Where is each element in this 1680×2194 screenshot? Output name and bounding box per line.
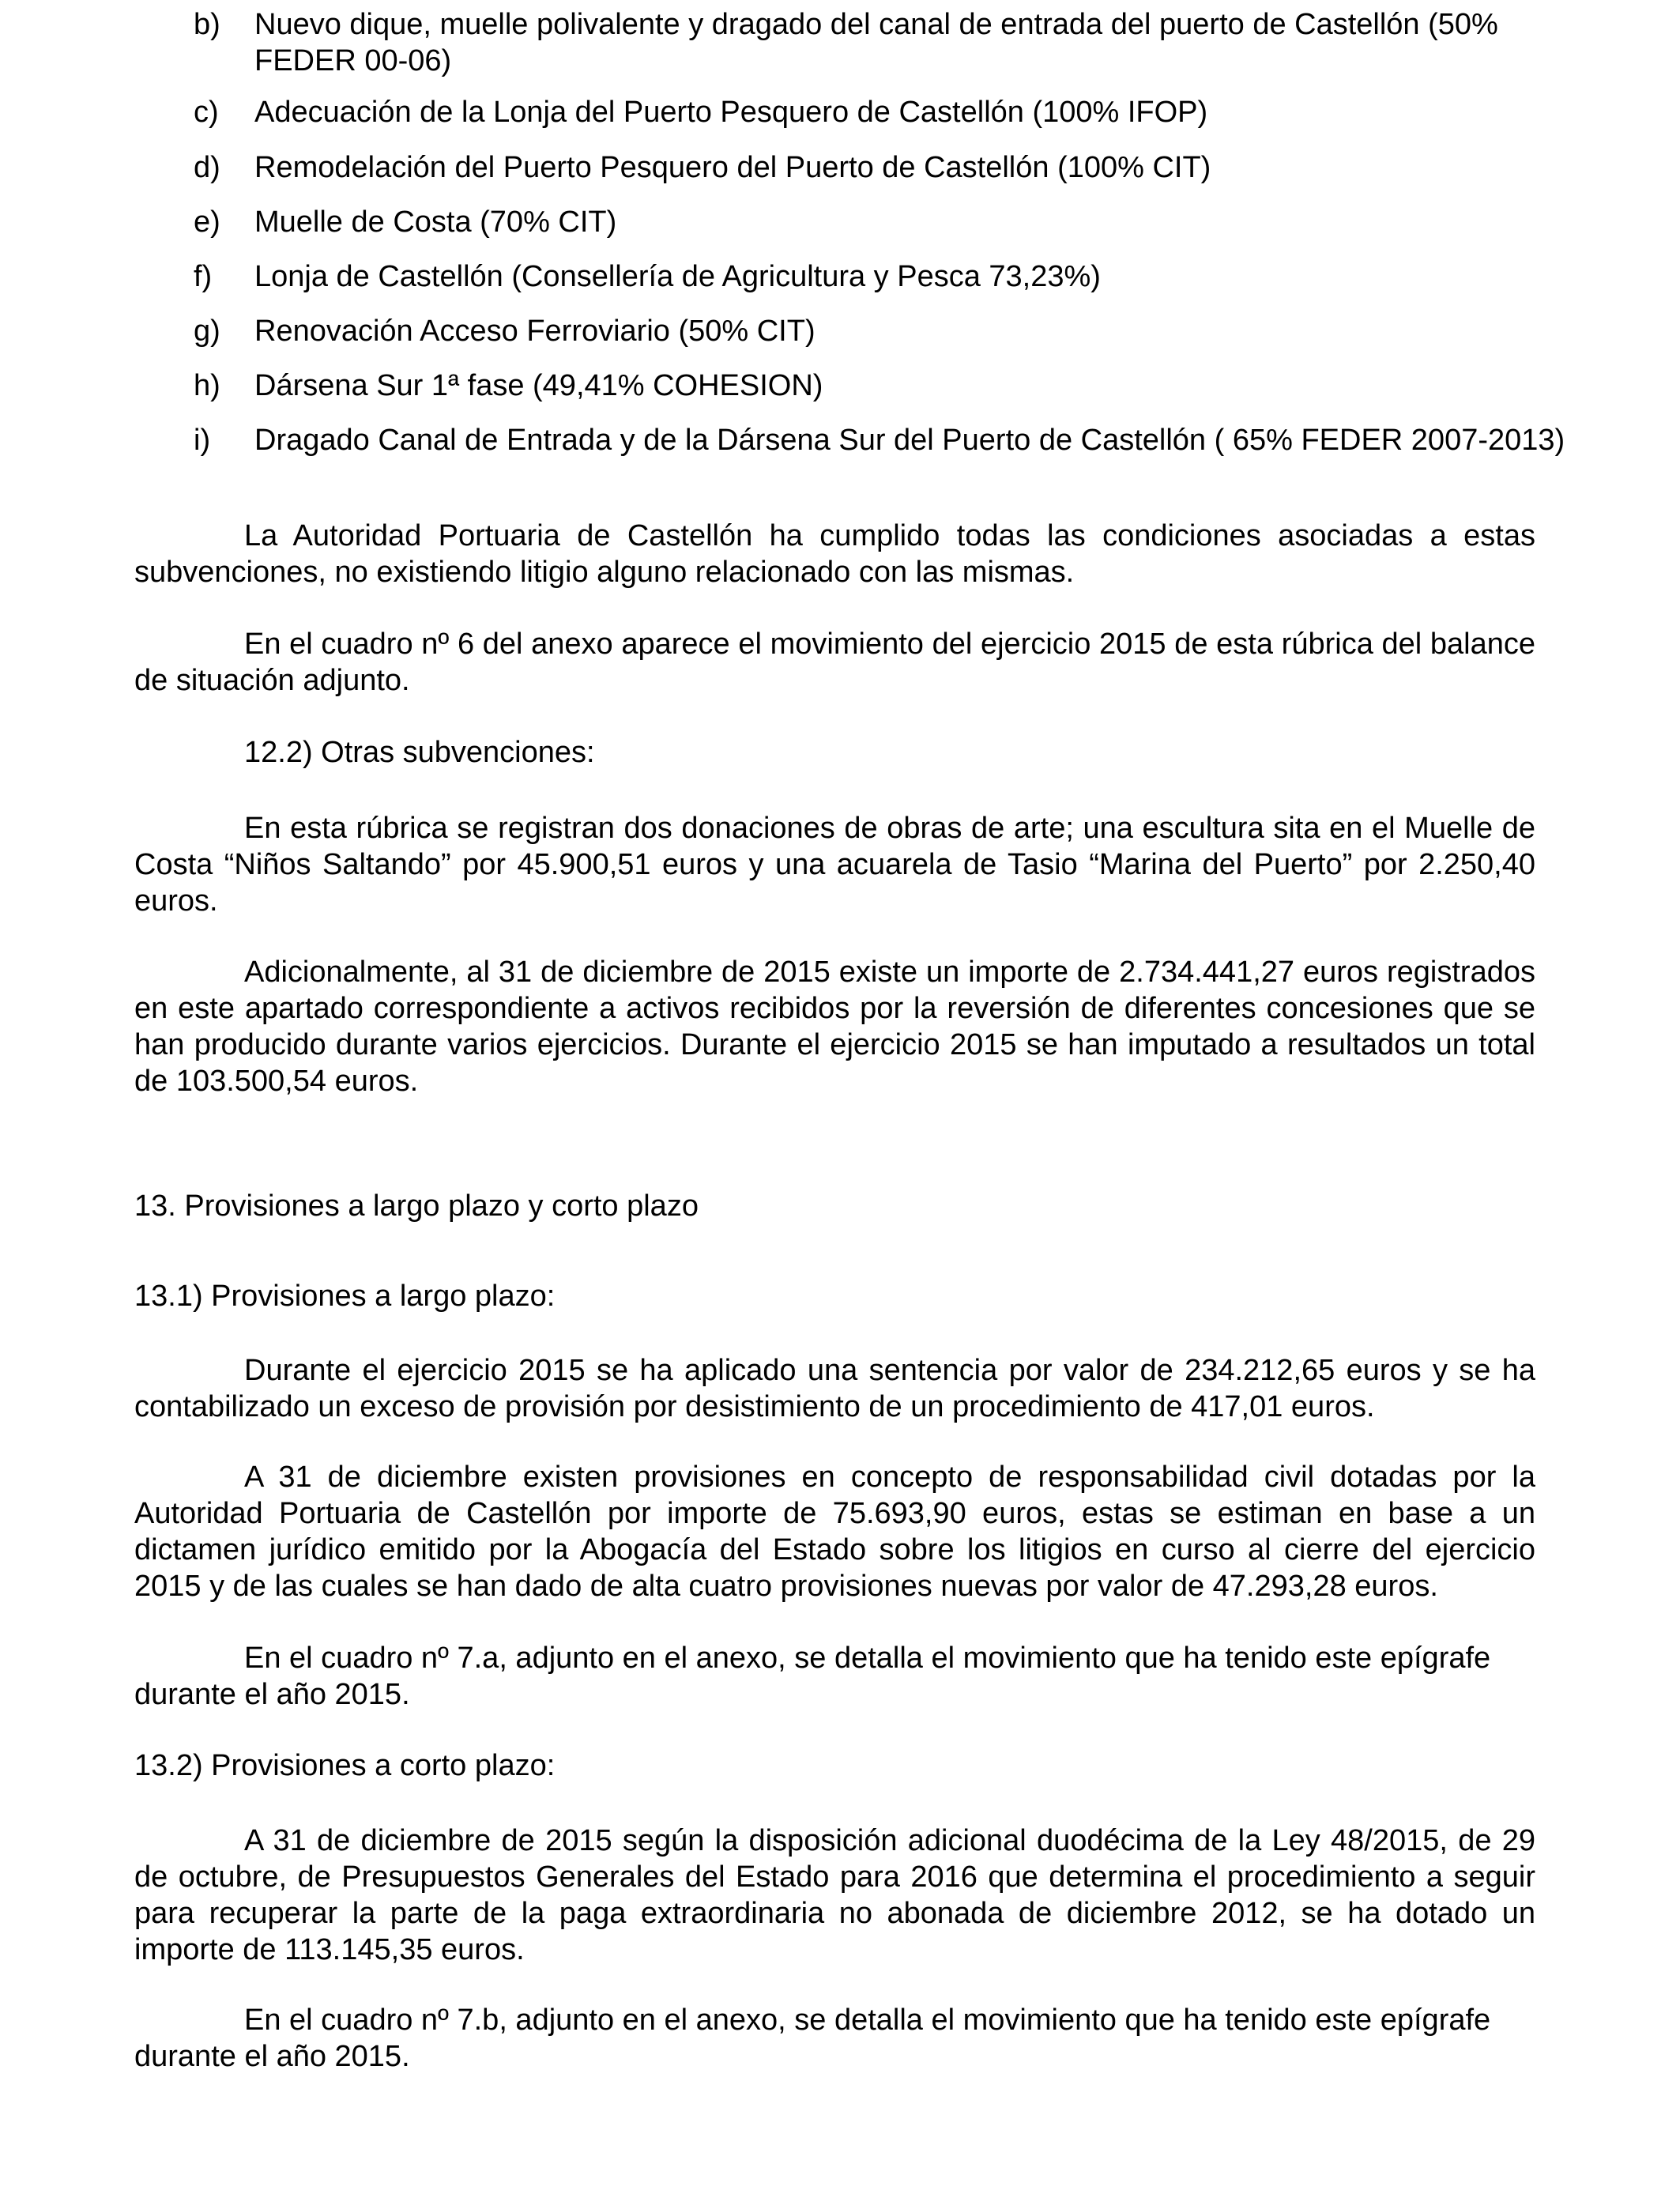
list-marker: e): [194, 205, 220, 239]
list-item-text: Nuevo dique, muelle polivalente y dragado del canal de entrada del puerto de Castellón (50% FEDER 00-06): [254, 8, 1498, 77]
list-item-text: Adecuación de la Lonja del Puerto Pesquero de Castellón (100% IFOP): [254, 96, 1208, 129]
paragraph-ley-48: A 31 de diciembre de 2015 según la disposición adicional duodécima de la Ley 48/2015, de 29 de octubre, de Presupuestos Generales del Estado para 2016 que determina el procedimiento a seguir para recuperar la parte de la paga extraordinaria no abonada de diciembre 2012, se ha dotado un importe de 113.145,35 euros.: [134, 1824, 1535, 1966]
list-marker: h): [194, 369, 220, 402]
list-item-text: Remodelación del Puerto Pesquero del Puerto de Castellón (100% CIT): [254, 151, 1211, 184]
heading-section-13-2: 13.2) Provisiones a corto plazo:: [134, 1749, 556, 1782]
list-item-text: Dragado Canal de Entrada y de la Dársena Sur del Puerto de Castellón ( 65% FEDER 2007-2013): [254, 424, 1565, 457]
list-marker: b): [194, 8, 220, 41]
paragraph-compliance: La Autoridad Portuaria de Castellón ha cumplido todas las condiciones asociadas a estas subvenciones, no existiendo litigio alguno relacionado con las mismas.: [134, 519, 1535, 589]
paragraph-donaciones: En esta rúbrica se registran dos donaciones de obras de arte; una escultura sita en el Muelle de Costa “Niños Saltando” por 45.900,51 euros y una acuarela de Tasio “Marina del Puerto” por 2.250,40 euros.: [134, 812, 1535, 918]
heading-section-13: 13. Provisiones a largo plazo y corto plazo: [134, 1189, 699, 1223]
paragraph-cuadro-6: En el cuadro nº 6 del anexo aparece el movimiento del ejercicio 2015 de esta rúbrica del balance de situación adjunto.: [134, 628, 1535, 697]
list-item-text: Renovación Acceso Ferroviario (50% CIT): [254, 315, 816, 348]
list-marker: f): [194, 260, 213, 293]
list-item-text: Muelle de Costa (70% CIT): [254, 205, 617, 239]
list-marker: g): [194, 315, 220, 348]
list-marker: c): [194, 96, 219, 129]
paragraph-adicionalmente: Adicionalmente, al 31 de diciembre de 2015 existe un importe de 2.734.441,27 euros registrados en este apartado correspondiente a activos recibidos por la reversión de diferentes concesiones que se han producido durante varios ejercicios. Durante el ejercicio 2015 se han imputado a resultados un total de 103.500,54 euros.: [134, 956, 1535, 1098]
heading-section-13-1: 13.1) Provisiones a largo plazo:: [134, 1280, 556, 1313]
heading-otras-subvenciones: 12.2) Otras subvenciones:: [244, 736, 595, 769]
list-item-text: Lonja de Castellón (Consellería de Agricultura y Pesca 73,23%): [254, 260, 1101, 293]
paragraph-cuadro-7b: En el cuadro nº 7.b, adjunto en el anexo, se detalla el movimiento que ha tenido este epígrafe durante el año 2015.: [134, 2004, 1491, 2073]
list-item-text: Dársena Sur 1ª fase (49,41% COHESION): [254, 369, 823, 402]
list-marker: d): [194, 151, 220, 184]
paragraph-responsabilidad: A 31 de diciembre existen provisiones en concepto de responsabilidad civil dotadas por la Autoridad Portuaria de Castellón por importe de 75.693,90 euros, estas se estiman en base a un dictamen jurídico emitido por la Abogacía del Estado sobre los litigios en curso al cierre del ejercicio 2015 y de las cuales se han dado de alta cuatro provisiones nuevas por valor de 47.293,28 euros.: [134, 1461, 1535, 1603]
paragraph-cuadro-7a: En el cuadro nº 7.a, adjunto en el anexo, se detalla el movimiento que ha tenido este epígrafe durante el año 2015.: [134, 1642, 1491, 1711]
paragraph-sentencia: Durante el ejercicio 2015 se ha aplicado una sentencia por valor de 234.212,65 euros y se ha contabilizado un exceso de provisión por desistimiento de un procedimiento de 417,01 euros.: [134, 1354, 1535, 1423]
list-marker: i): [194, 424, 211, 457]
